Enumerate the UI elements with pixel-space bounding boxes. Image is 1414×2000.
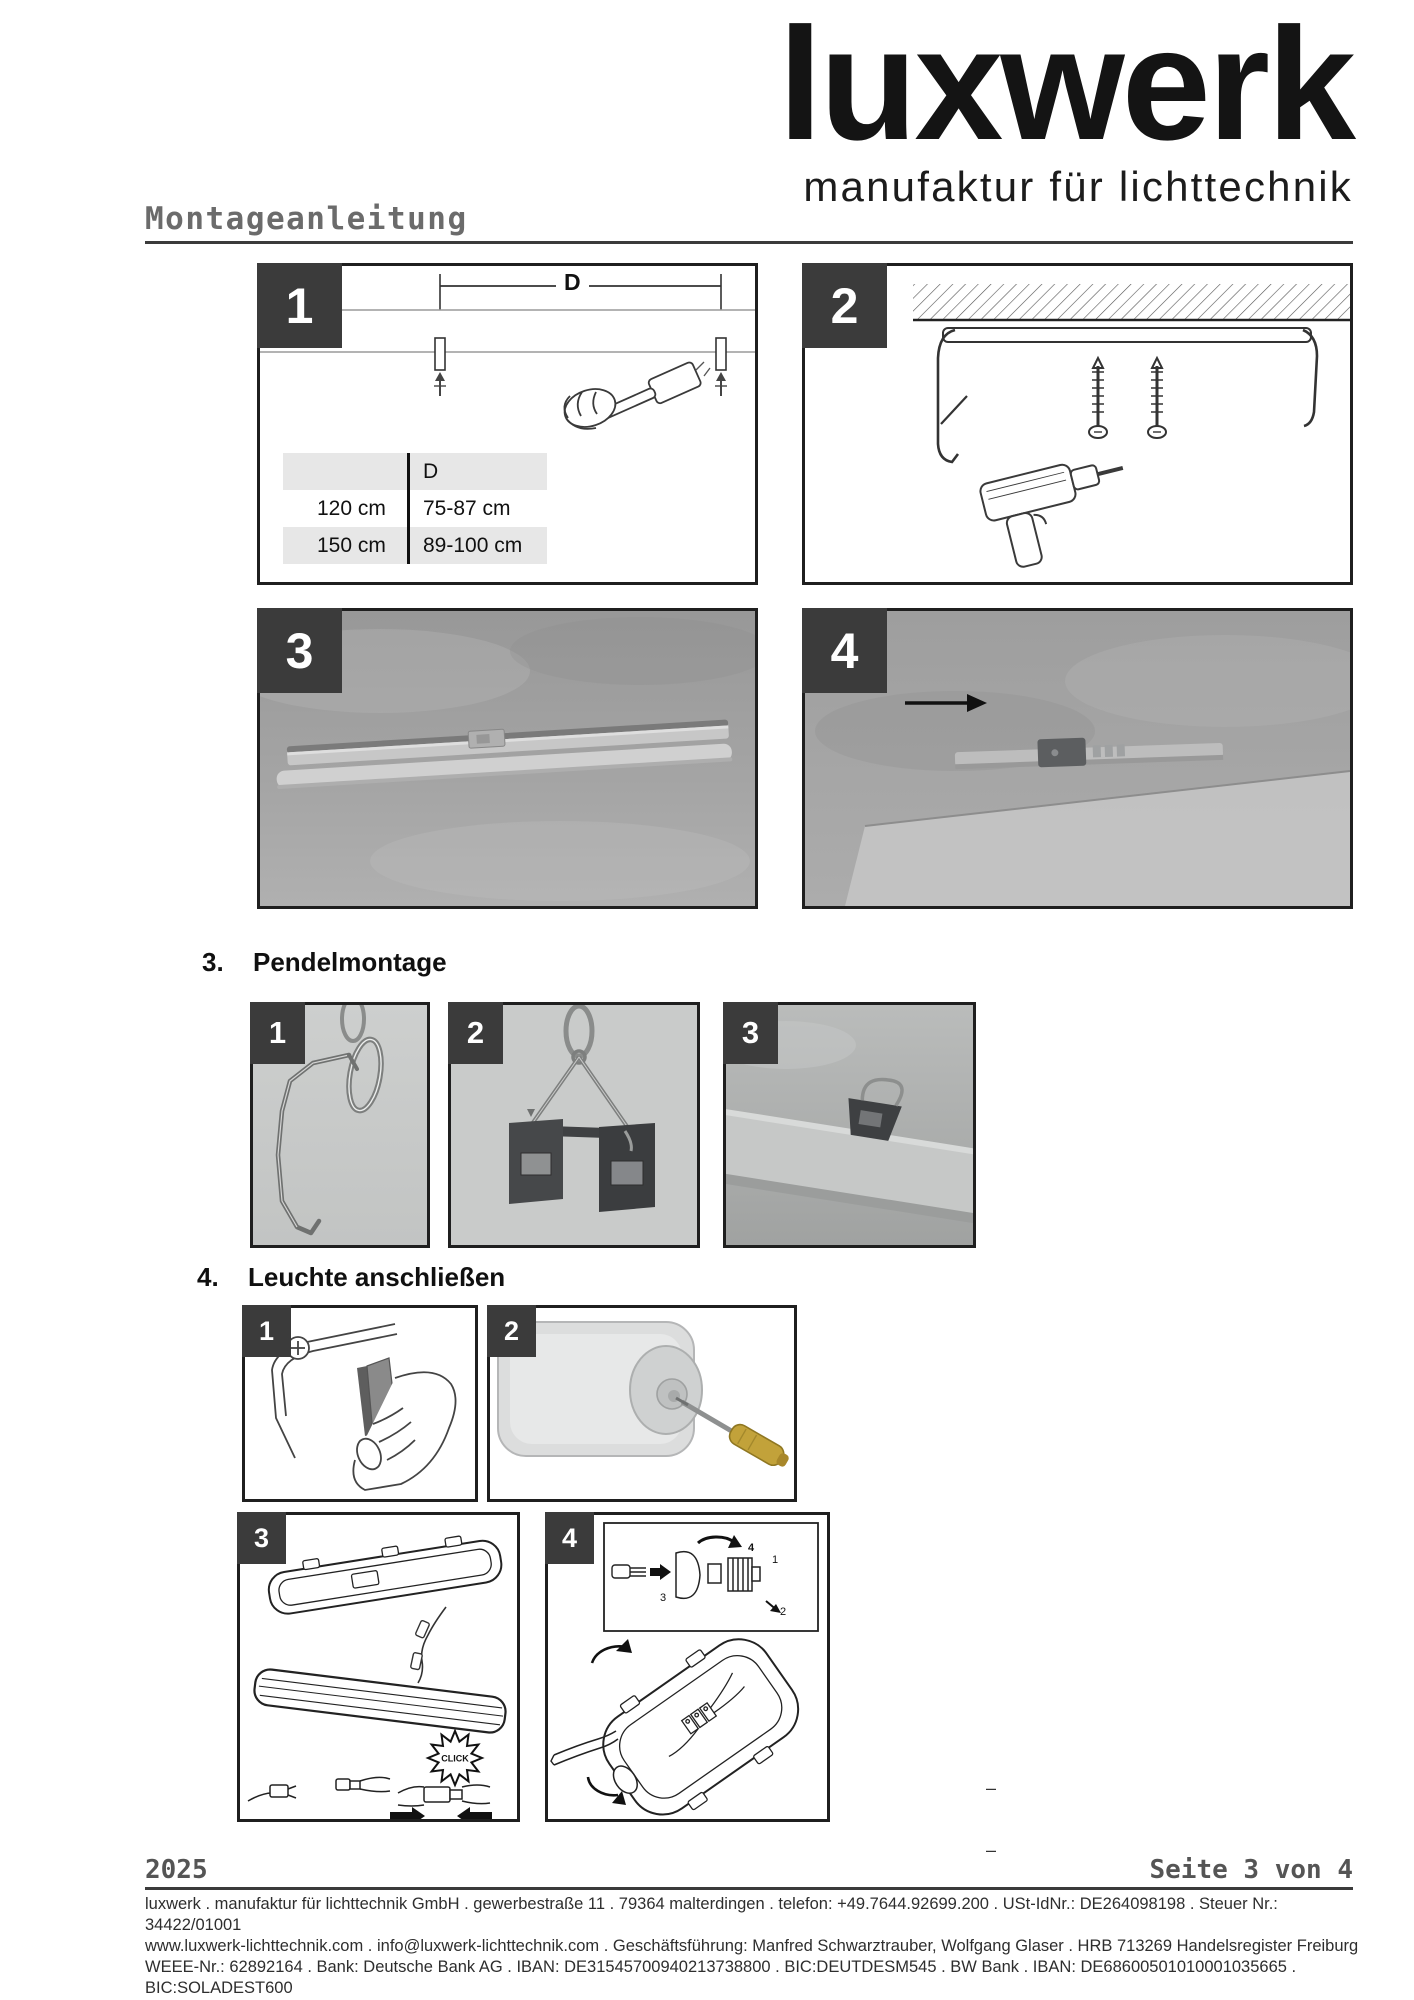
pendel-step3-panel [723, 1002, 976, 1248]
pendel-step2-badge: 2 [448, 1002, 503, 1064]
table-cell-length: 120 cm [317, 496, 386, 520]
connect-step3-panel [237, 1512, 520, 1822]
distance-table [283, 453, 547, 564]
table-row [283, 527, 547, 564]
connect-step3-badge: 3 [237, 1512, 286, 1564]
inset-number-2: 2 [780, 1606, 787, 1618]
step1-badge: 1 [257, 263, 342, 348]
step2-panel-ceiling-fixing [802, 263, 1353, 585]
connect-step1-panel [242, 1305, 478, 1502]
section3-title: Pendelmontage [253, 947, 447, 977]
click-label: CLICK [441, 1753, 469, 1764]
table-row [283, 490, 547, 527]
footer-divider [145, 1887, 1353, 1890]
hammer-hand-icon [560, 361, 702, 433]
connect-step1-badge: 1 [242, 1305, 291, 1357]
margin-dash: – [986, 1778, 997, 1798]
inset-number-3: 3 [660, 1592, 667, 1604]
table-cell-distance: 75-87 cm [407, 490, 547, 527]
footer-line-contact: www.luxwerk-lichttechnik.com . info@luxwerk-lichttechnik.com . Geschäftsführung: Manfred Schwarztrauber, Wolfgang Glaser . HRB 713269 Handelsregister Freiburg [145, 1937, 1359, 1955]
doc-title: Montageanleitung [145, 201, 468, 237]
table-cell-length: 150 cm [317, 533, 386, 557]
dimension-label: D [556, 269, 589, 296]
connect-step4-panel [545, 1512, 830, 1822]
step1-panel-distance [257, 263, 758, 585]
footer-year: 2025 [145, 1855, 208, 1885]
step4-badge: 4 [802, 608, 887, 693]
pendel-step3-badge: 3 [723, 1002, 778, 1064]
table-header-d: D [407, 453, 547, 490]
section4-heading [197, 1262, 505, 1293]
pendel-step1-panel [250, 1002, 430, 1248]
section4-title: Leuchte anschließen [248, 1262, 506, 1292]
section3-heading [202, 947, 447, 978]
pendel-step1-badge: 1 [250, 1002, 305, 1064]
step3-panel-photo [257, 608, 758, 909]
footer-page-number: Seite 3 von 4 [1149, 1855, 1353, 1885]
section4-number: 4. [197, 1262, 219, 1292]
connect-step2-panel [487, 1305, 797, 1502]
brand-tagline: manufaktur für lichttechnik [803, 163, 1353, 211]
step3-badge: 3 [257, 608, 342, 693]
section3-number: 3. [202, 947, 224, 977]
header-divider [145, 241, 1353, 244]
table-header-row [283, 453, 547, 490]
footer-line-bank: WEEE-Nr.: 62892164 . Bank: Deutsche Bank AG . IBAN: DE31545700940213738800 . BIC:DEUTDESM545 . BW Bank . IBAN: DE68600501010001035665 . BIC:SOLADEST600 [145, 1958, 1297, 1997]
table-cell-distance: 89-100 cm [407, 527, 547, 564]
inset-number-4: 4 [748, 1542, 755, 1554]
drill-icon [979, 450, 1140, 572]
step2-badge: 2 [802, 263, 887, 348]
screw-icon [1148, 358, 1166, 438]
pendel-step2-panel [448, 1002, 700, 1248]
connect-step2-badge: 2 [487, 1305, 536, 1357]
footer-company-info [145, 1894, 1360, 1999]
inset-number-1: 1 [772, 1554, 779, 1566]
screw-icon [1089, 358, 1107, 438]
connect-step4-badge: 4 [545, 1512, 594, 1564]
brand-block [778, 0, 1353, 211]
margin-dash: – [986, 1840, 997, 1860]
brand-logo: luxwerk [778, 0, 1353, 173]
step4-panel-photo [802, 608, 1353, 909]
footer-line-address: luxwerk . manufaktur für lichttechnik GmbH . gewerbestraße 11 . 79364 malterdingen . telefon: +49.7644.92699.200 . USt-IdNr.: DE264098198 . Steuer Nr.: 34422/01001 [145, 1895, 1278, 1934]
